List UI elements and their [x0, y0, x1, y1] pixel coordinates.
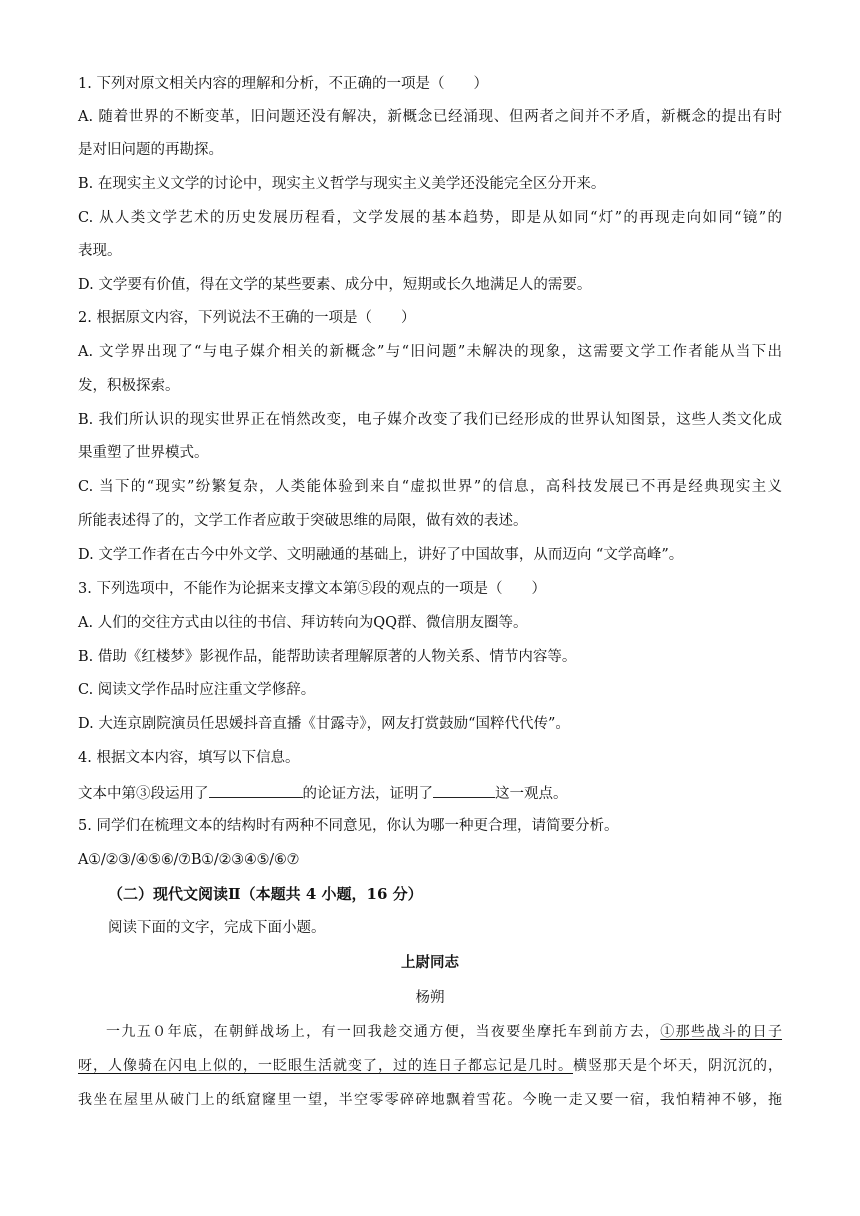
- question-2-option-a-cont: 发，积极探索。: [78, 378, 180, 394]
- fill-text-3: 这一观点。: [495, 786, 568, 802]
- question-1-option-b: B. 在现实主义文学的讨论中，现实主义哲学与现实主义美学还没能完全区分开来。: [78, 176, 606, 192]
- question-2-option-a: A. 文学界出现了“与电子媒介相关的新概念”与“旧问题”未解决的现象，这需要文学工作者能从当下出: [78, 344, 782, 360]
- question-2-stem: 2. 根据原文内容，下列说法不王确的一项是（ ）: [78, 310, 416, 326]
- article-paragraph-line-2: [78, 1056, 782, 1076]
- question-2-option-b: B. 我们所认识的现实世界正在悄然改变，电子媒介改变了我们已经形成的世界认知图景，这些人类文化成: [78, 412, 782, 428]
- article-author: 杨朔: [415, 990, 445, 1006]
- article-paragraph-line-1: [78, 1022, 782, 1042]
- question-3-stem: 3. 下列选项中，不能作为论据来支撑文本第⑤段的观点的一项是（ ）: [78, 581, 546, 597]
- question-4-fill-line: [78, 782, 568, 804]
- fill-text-1: 文本中第③段运用了: [78, 786, 209, 802]
- question-2-option-c-cont: 所能表述得了的，文学工作者应敢于突破思维的局限，做有效的表述。: [78, 513, 528, 529]
- question-3-option-d: D. 大连京剧院演员任思媛抖音直播《甘露寺》，网友打赏鼓励“国粹代代传”。: [78, 716, 570, 732]
- question-1-option-d: D. 文学要有价值，得在文学的某些要素、成分中，短期或长久地满足人的需要。: [78, 277, 592, 293]
- underlined-sentence-1-cont: 呀，人像骑在闪电上似的，一眨眼生活就变了，过的连日子都忘记是几时。: [78, 1058, 573, 1074]
- question-2-option-d: D. 文学工作者在古今中外文学、文明融通的基础上，讲好了中国故事，从而迈向 “文学高峰”。: [78, 547, 684, 563]
- question-1-stem: 1. 下列对原文相关内容的理解和分析，不正确的一项是（ ）: [78, 76, 488, 92]
- question-3-option-b: B. 借助《红楼梦》影视作品，能帮助读者理解原著的人物关系、情节内容等。: [78, 649, 577, 665]
- question-3-option-c: C. 阅读文学作品时应注重文学修辞。: [78, 682, 316, 698]
- section-instruction: 阅读下面的文字，完成下面小题。: [108, 920, 326, 936]
- article-title: 上尉同志: [401, 954, 459, 971]
- question-4-stem: 4. 根据文本内容，填写以下信息。: [78, 750, 300, 766]
- question-3-option-a: A. 人们的交往方式由以往的书信、拜访转向为QQ群、微信朋友圈等。: [78, 615, 528, 631]
- question-1-option-a-cont: 是对旧问题的再勘探。: [78, 142, 223, 158]
- question-1-option-c: C. 从人类文学艺术的历史发展历程看，文学发展的基本趋势，即是从如同“灯”的再现走向如同“镜”的: [78, 210, 782, 226]
- question-2-option-b-cont: 果重塑了世界模式。: [78, 445, 209, 461]
- paragraph-text: 一九五０年底，在朝鲜战场上，有一回我趁交通方便，当夜要坐摩托车到前方去，: [106, 1024, 661, 1040]
- question-5-options: A①/②③/④⑤⑥/⑦B①/②③④⑤/⑥⑦: [78, 852, 300, 868]
- paragraph-text: 横竖那天是个坏天，阴沉沉的，: [573, 1058, 782, 1074]
- question-5-stem: 5. 同学们在梳理文本的结构时有两种不同意见，你认为哪一种更合理，请简要分析。: [78, 818, 619, 834]
- question-1-option-a: A. 随着世界的不断变革，旧问题还没有解决，新概念已经涌现、但两者之间并不矛盾，新概念的提出有时: [78, 109, 782, 125]
- fill-text-2: 的论证方法，证明了: [302, 786, 433, 802]
- section-heading: （二）现代文阅读Ⅱ（本题共 4 小题，16 分）: [108, 885, 423, 903]
- answer-blank-1[interactable]: [209, 782, 303, 798]
- question-2-option-c: C. 当下的“现实”纷繁复杂，人类能体验到来自“虚拟世界”的信息，高科技发展已不再是经典现实主义: [78, 479, 782, 495]
- article-paragraph-line-3: 我坐在屋里从破门上的纸窟窿里一望，半空零零碎碎地飘着雪花。今晚一走又要一宿，我怕精神不够，拖: [78, 1092, 782, 1108]
- answer-blank-2[interactable]: [433, 782, 495, 798]
- underlined-sentence-1: ①那些战斗的日子: [660, 1024, 783, 1040]
- question-1-option-c-cont: 表现。: [78, 243, 122, 259]
